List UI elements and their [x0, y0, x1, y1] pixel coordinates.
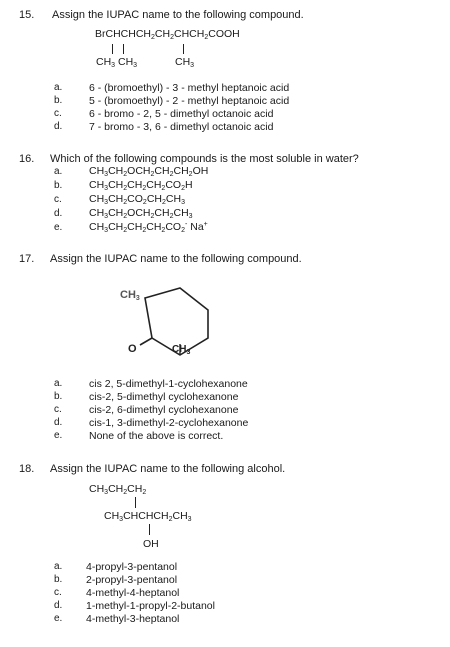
- q17-option-e-letter: e.: [54, 430, 63, 441]
- q18-option-e[interactable]: 4-methyl-3-heptanol: [86, 613, 180, 625]
- q17-option-c-letter: c.: [54, 404, 62, 415]
- q17-option-d[interactable]: cis-1, 3-dimethyl-2-cyclohexanone: [89, 417, 249, 429]
- q16-option-b[interactable]: $CH_3CH_2CH_2CH_2CO_2H$: [89, 179, 193, 192]
- question-17-prompt: Assign the IUPAC name to the following compound.: [50, 253, 302, 265]
- q18-option-a[interactable]: 4-propyl-3-pentanol: [86, 561, 178, 573]
- q18-option-c[interactable]: 4-methyl-4-heptanol: [86, 587, 180, 599]
- q18-option-d-letter: d.: [54, 600, 63, 611]
- question-16-number: 16.: [19, 153, 35, 165]
- q17-label-methyl-left: CH3: [120, 289, 140, 302]
- q17-label-methyl-right: $CH_3$: [172, 344, 191, 356]
- q16-option-a-letter: a.: [54, 166, 63, 177]
- question-18-number: 18.: [19, 463, 35, 475]
- q18-top-group: $CH_3CH_2CH_2$: [89, 483, 147, 496]
- q15-option-c-letter: c.: [54, 108, 62, 119]
- q17-option-e[interactable]: None of the above is correct.: [89, 430, 224, 442]
- question-18-prompt: Assign the IUPAC name to the following alcohol.: [50, 463, 286, 475]
- question-16-prompt: Which of the following compounds is the most soluble in water?: [50, 153, 359, 165]
- q15-substituent-right: $CH_3$: [175, 56, 195, 69]
- q18-bond-bottom: [149, 524, 150, 535]
- q16-option-d-letter: d.: [54, 208, 63, 219]
- q17-option-a[interactable]: cis 2, 5-dimethyl-1-cyclohexanone: [89, 378, 248, 390]
- q18-option-d[interactable]: 1-methyl-1-propyl-2-butanol: [86, 600, 215, 612]
- q15-bond-3: [183, 44, 184, 54]
- question-17-number: 17.: [19, 253, 35, 265]
- q17-option-b-letter: b.: [54, 391, 63, 402]
- q15-option-a-letter: a.: [54, 82, 63, 93]
- q17-option-c[interactable]: cis-2, 6-dimethyl cyclohexanone: [89, 404, 239, 416]
- q16-option-e[interactable]: $CH_3CH_2CH_2CH_2CO_2^-$ Na+: [89, 221, 208, 234]
- q16-option-e-letter: e.: [54, 222, 63, 233]
- q16-option-c-letter: c.: [54, 194, 62, 205]
- q15-option-b[interactable]: 5 - (bromoethyl) - 2 - methyl heptanoic acid: [89, 95, 290, 107]
- q18-option-b[interactable]: 2-propyl-3-pentanol: [86, 574, 178, 586]
- q18-hydroxyl: OH: [143, 538, 159, 550]
- q16-option-d[interactable]: $CH_3CH_2OCH_2CH_2CH_3$: [89, 207, 193, 220]
- q17-label-oxygen: O: [128, 343, 137, 355]
- q18-option-b-letter: b.: [54, 574, 63, 585]
- q15-bond-2: [123, 44, 124, 54]
- q18-option-e-letter: e.: [54, 613, 63, 624]
- q18-option-a-letter: a.: [54, 561, 63, 572]
- q15-option-d[interactable]: 7 - bromo - 3, 6 - dimethyl octanoic acid: [89, 121, 274, 133]
- q15-bond-1: [112, 44, 113, 54]
- q15-option-a[interactable]: 6 - (bromoethyl) - 3 - methyl heptanoic acid: [89, 82, 290, 94]
- q17-cyclohexanone-structure: [110, 280, 220, 370]
- q16-option-c[interactable]: $CH_3CH_2CO_2CH_2CH_3$: [89, 193, 185, 206]
- q15-main-chain: $BrCHCHCH_2CH_2CHCH_2COOH$: [95, 28, 240, 41]
- q17-carbonyl-bond: [140, 338, 152, 345]
- q15-option-c[interactable]: 6 - bromo - 2, 5 - dimethyl octanoic acid: [89, 108, 274, 120]
- q15-option-b-letter: b.: [54, 95, 63, 106]
- q18-option-c-letter: c.: [54, 587, 62, 598]
- q18-main-chain: $CH_3CHCHCH_2CH_3$: [104, 510, 192, 523]
- q17-option-b[interactable]: cis-2, 5-dimethyl cyclohexanone: [89, 391, 239, 403]
- q18-bond-top: [135, 497, 136, 508]
- q17-option-a-letter: a.: [54, 378, 63, 389]
- q16-option-a[interactable]: $CH_3CH_2OCH_2CH_2CH_2OH$: [89, 165, 209, 178]
- q16-option-b-letter: b.: [54, 180, 63, 191]
- q15-substituents-left: $CH_3$ $CH_3$: [96, 56, 138, 69]
- question-15-prompt: Assign the IUPAC name to the following compound.: [52, 9, 304, 21]
- question-15-number: 15.: [19, 9, 35, 21]
- q17-option-d-letter: d.: [54, 417, 63, 428]
- q15-option-d-letter: d.: [54, 121, 63, 132]
